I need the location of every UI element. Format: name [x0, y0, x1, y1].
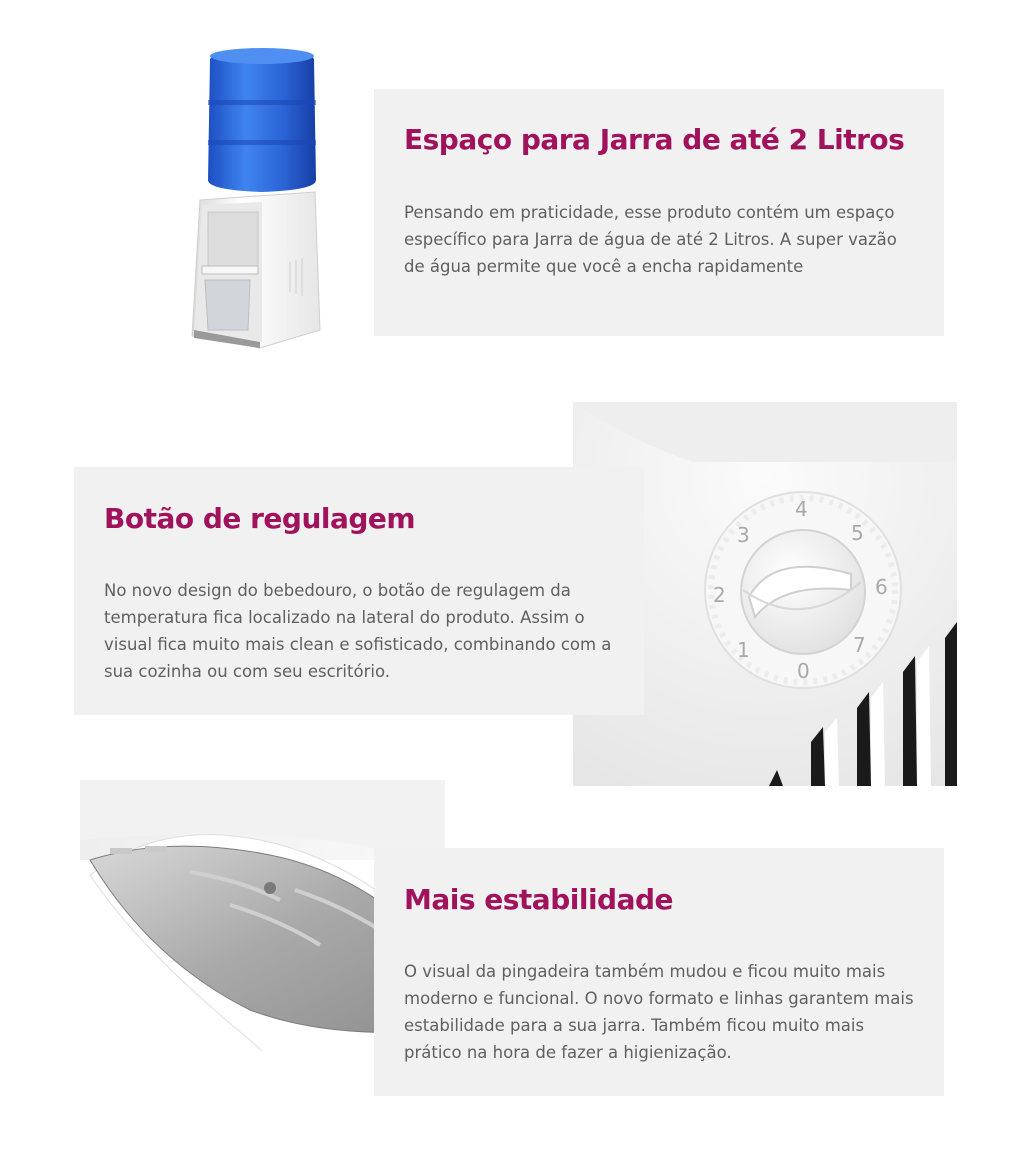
dial-number-7: 7: [853, 633, 866, 657]
dial-number-3: 3: [737, 523, 750, 547]
section-description: O visual da pingadeira também mudou e ficou muito mais moderno e funcional. O novo formato e linhas garantem mais estabilidade para a sua jarra. Também ficou muito mais prático na hora de fazer a higienização.: [404, 962, 914, 1062]
info-card-regulation-button: [74, 467, 644, 715]
section-title: Botão de regulagem: [104, 502, 416, 535]
dial-number-6: 6: [875, 575, 888, 599]
section-title: Espaço para Jarra de até 2 Litros: [404, 123, 905, 156]
dial-number-5: 5: [851, 521, 864, 545]
section-description: No novo design do bebedouro, o botão de regulagem da temperatura fica localizado na lateral do produto. Assim o visual fica muito mais clean e sofisticado, combinando com a sua cozinha ou com seu escritório.: [104, 581, 612, 681]
section-description: Pensando em praticidade, esse produto contém um espaço específico para Jarra de água de até 2 Litros. A super vazão de água permite que você a encha rapidamente: [404, 203, 897, 276]
info-card-jar-space: [374, 89, 944, 336]
dial-number-0: 0: [797, 659, 810, 683]
dial-number-1: 1: [737, 638, 750, 662]
section-title: Mais estabilidade: [404, 883, 674, 916]
dial-number-2: 2: [713, 583, 726, 607]
info-card-stability: [374, 848, 944, 1096]
dial-number-4: 4: [795, 497, 808, 521]
water-dispenser-image: [150, 30, 370, 370]
